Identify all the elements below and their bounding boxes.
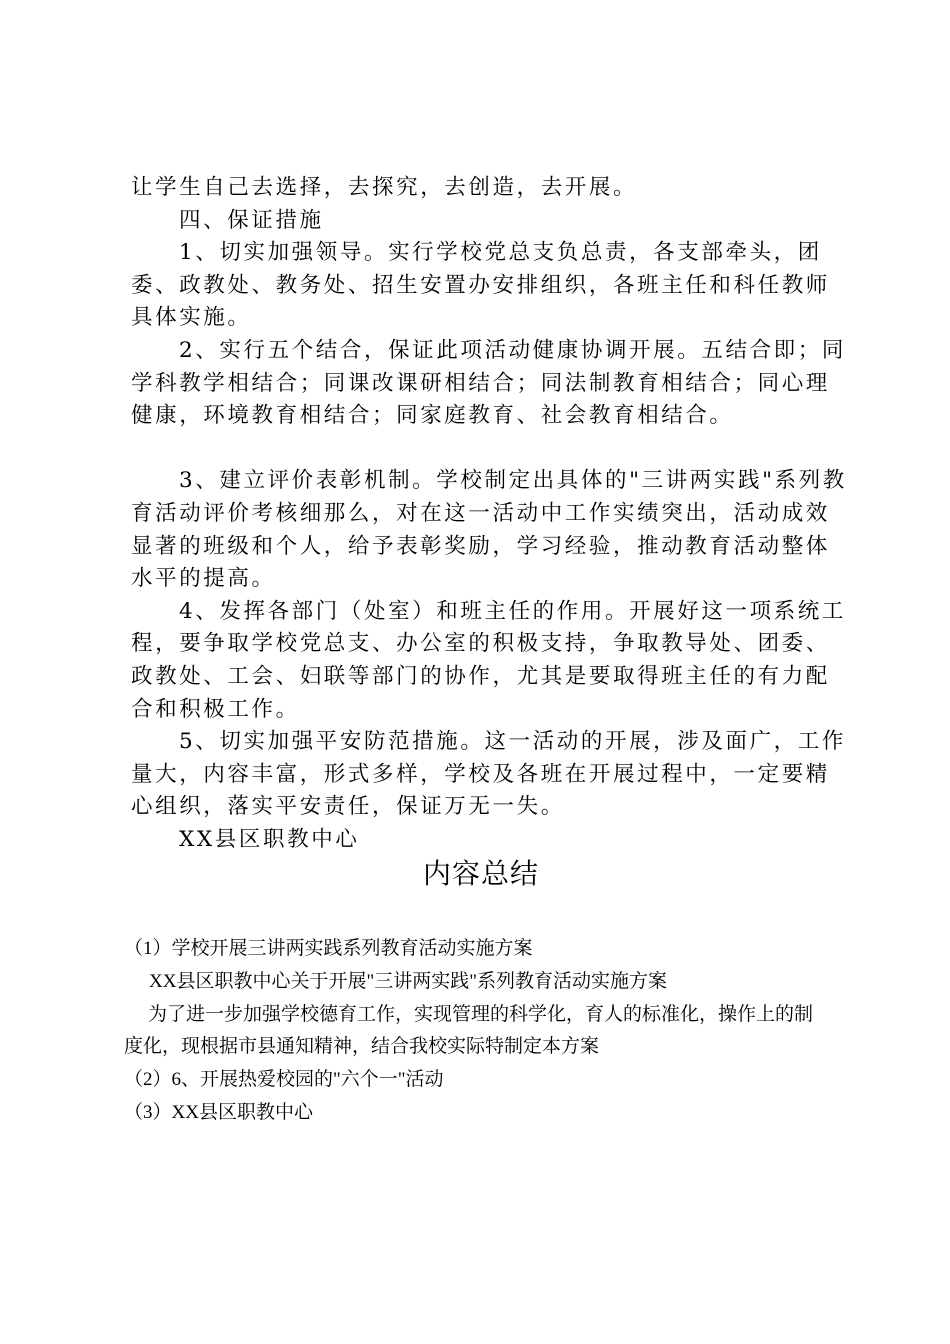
paragraph-measure-2: 2、实行五个结合，保证此项活动健康协调开展。五结合即；同学科教学相结合；同课改课研相结合；同法制教育相结合；同心理健康，环境教育相结合；同家庭教育、社会教育相结合。 (131, 337, 846, 429)
summary-item: 为了进一步加强学校德育工作，实现管理的科学化，育人的标准化，操作上的制度化，现根据市县通知精神，结合我校实际特制定本方案 (124, 1003, 814, 1058)
summary-section (124, 933, 824, 1130)
summary-item: （1）学校开展三讲两实践系列教育活动实施方案 (124, 938, 533, 959)
paragraph-measure-4: 4、发挥各部门（处室）和班主任的作用。开展好这一项系统工程，要争取学校党总支、办公室的积极支持，争取教导处、团委、政教处、工会、妇联等部门的协作，尤其是要取得班主任的有力配合和积极工作。 (131, 598, 846, 722)
summary-item: （2）6、开展热爱校园的"六个一"活动 (124, 1069, 444, 1091)
paragraph-measure-5: 5、切实加强平安防范措施。这一活动的开展，涉及面广，工作量大，内容丰富，形式多样，学校及各班在开展过程中，一定要精心组织，落实平安责任，保证万无一失。 (131, 729, 846, 820)
section-heading: 四、保证措施 (179, 207, 324, 233)
spacer (131, 433, 851, 466)
paragraph-continuation: 让学生自己去选择，去探究，去创造，去开展。 (131, 175, 638, 200)
paragraph-measure-1: 1、切实加强领导。实行学校党总支负总责，各支部牵头，团委、政教处、教务处、招生安置办安排组织，各班主任和科任教师具体实施。 (131, 240, 830, 331)
summary-item: （3）XX县区职教中心 (124, 1101, 313, 1123)
signature-org: XX县区职教中心 (179, 826, 360, 852)
summary-title: 内容总结 (422, 857, 539, 890)
summary-item: XX县区职教中心关于开展"三讲两实践"系列教育活动实施方案 (149, 970, 667, 992)
document-body (131, 172, 851, 856)
paragraph-measure-3: 3、建立评价表彰机制。学校制定出具体的"三讲两实践"系列教育活动评价考核细那么，对在这一活动中工作实绩突出，活动成效显著的班级和个人，给予表彰奖励，学习经验，推动教育活动整体水平的提高。 (131, 468, 847, 592)
